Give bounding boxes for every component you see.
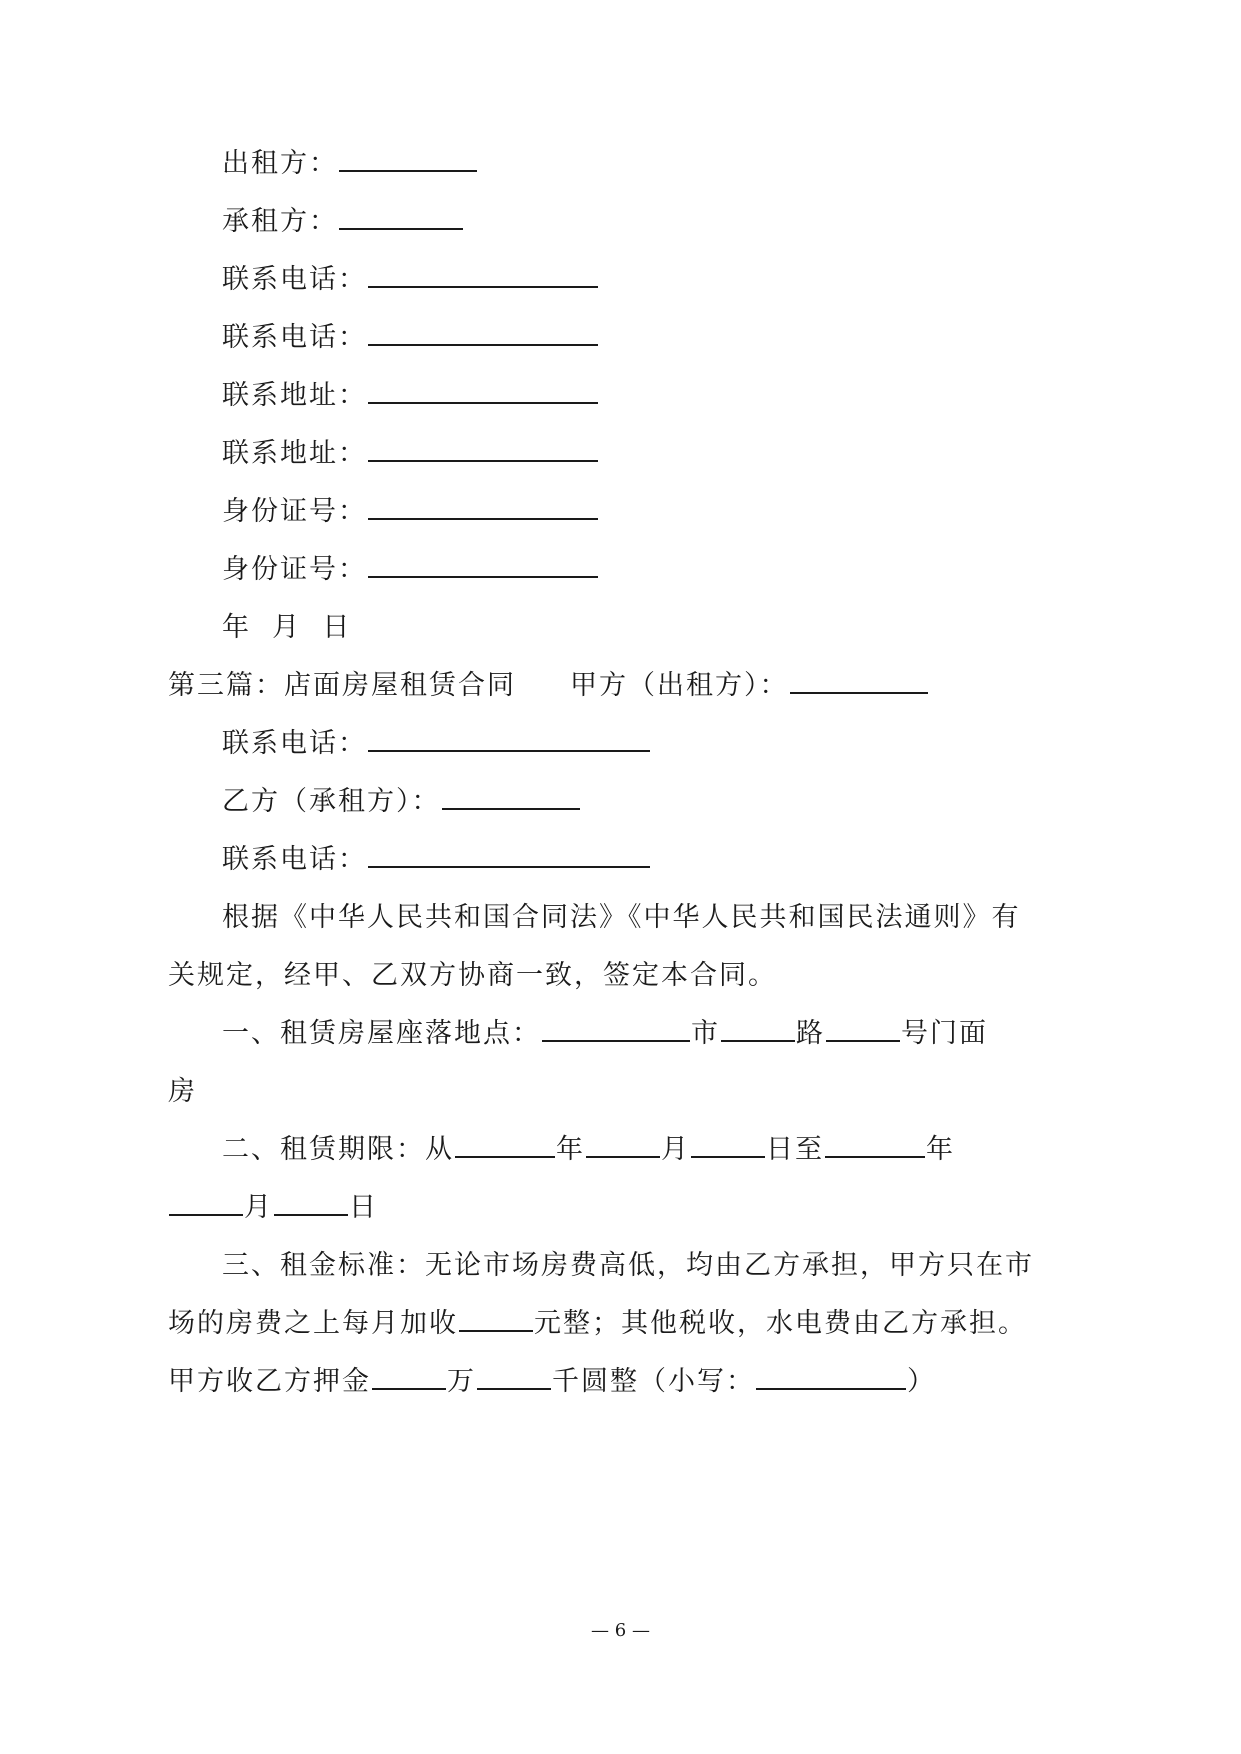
- party-a-phone-label: 联系电话：: [222, 728, 367, 759]
- contract3-heading-line: [168, 666, 929, 706]
- clause2-end-month-blank[interactable]: [169, 1190, 243, 1216]
- clause2-start-year-blank[interactable]: [455, 1132, 555, 1158]
- party-b-blank[interactable]: [442, 784, 580, 810]
- lessor-line: [222, 144, 478, 184]
- party-b-phone-label: 联系电话：: [222, 844, 367, 875]
- clause1-city: 市: [691, 1018, 720, 1049]
- id-line-2: [222, 550, 599, 590]
- party-b-phone-line: [222, 840, 651, 880]
- clause2-day2: 日: [349, 1192, 378, 1223]
- clause3-deposit-qian-blank[interactable]: [477, 1364, 551, 1390]
- clause3-line2-b: 元整；其他税收，水电费由乙方承担。: [534, 1308, 1027, 1339]
- address-blank-1[interactable]: [368, 378, 598, 404]
- clause1-road-blank[interactable]: [826, 1016, 900, 1042]
- id-blank-1[interactable]: [368, 494, 598, 520]
- intro-line-1: 根据《中华人民共和国合同法》《中华人民共和国民法通则》有: [222, 902, 1021, 933]
- lessee-line: [222, 202, 464, 242]
- clause3-surcharge-blank[interactable]: [459, 1306, 533, 1332]
- clause3-line3-c: 千圆整（小写：: [552, 1366, 755, 1397]
- date-line: 年 月 日: [222, 612, 352, 643]
- clause1-city-blank[interactable]: [721, 1016, 795, 1042]
- lessee-blank[interactable]: [339, 204, 463, 230]
- clause2-day-to: 日至: [766, 1134, 824, 1165]
- clause3-line3-d: ）: [907, 1366, 936, 1397]
- lessor-blank[interactable]: [339, 146, 477, 172]
- clause1-location-blank[interactable]: [542, 1016, 690, 1042]
- party-a-blank[interactable]: [790, 668, 928, 694]
- party-b-label: 乙方（承租方）：: [222, 786, 441, 817]
- clause2-end-day-blank[interactable]: [274, 1190, 348, 1216]
- clause1-road: 路: [796, 1018, 825, 1049]
- clause2-month2: 月: [244, 1192, 273, 1223]
- party-b-phone-blank[interactable]: [368, 842, 650, 868]
- clause2-line-2: [168, 1188, 378, 1228]
- phone-line-1: [222, 260, 599, 300]
- id-label-1: 身份证号：: [222, 496, 367, 527]
- party-a-phone-blank[interactable]: [368, 726, 650, 752]
- clause2-start-day-blank[interactable]: [691, 1132, 765, 1158]
- id-blank-2[interactable]: [368, 552, 598, 578]
- clause2-end-year-blank[interactable]: [825, 1132, 925, 1158]
- clause3-deposit-wan-blank[interactable]: [372, 1364, 446, 1390]
- address-label-2: 联系地址：: [222, 438, 367, 469]
- clause1-line: [222, 1014, 988, 1054]
- clause3-line3-a: 甲方收乙方押金: [168, 1366, 371, 1397]
- clause3-line-2: [168, 1304, 1027, 1344]
- intro-line-2: 关规定，经甲、乙双方协商一致，签定本合同。: [168, 960, 777, 991]
- page-number: — 6 —: [591, 1620, 650, 1641]
- clause1-cont: 房: [168, 1076, 197, 1107]
- clause3-line2-a: 场的房费之上每月加收: [168, 1308, 458, 1339]
- id-line-1: [222, 492, 599, 532]
- address-blank-2[interactable]: [368, 436, 598, 462]
- contract3-heading: 第三篇：店面房屋租赁合同: [168, 670, 516, 701]
- lessee-label: 承租方：: [222, 206, 338, 237]
- address-line-1: [222, 376, 599, 416]
- phone-blank-1[interactable]: [368, 262, 598, 288]
- party-b-line: [222, 782, 581, 822]
- clause2-line-1: [222, 1130, 955, 1170]
- clause2-month: 月: [661, 1134, 690, 1165]
- clause3-line3-b: 万: [447, 1366, 476, 1397]
- lessor-label: 出租方：: [222, 148, 338, 179]
- phone-blank-2[interactable]: [368, 320, 598, 346]
- address-label-1: 联系地址：: [222, 380, 367, 411]
- clause3-line-3: [168, 1362, 936, 1402]
- phone-label-1: 联系电话：: [222, 264, 367, 295]
- clause3-line-1: 三、租金标准：无论市场房费高低，均由乙方承担，甲方只在市: [222, 1250, 1034, 1281]
- party-a-label: 甲方（出租方）：: [570, 670, 789, 701]
- phone-line-2: [222, 318, 599, 358]
- clause1-number: 号门面: [901, 1018, 988, 1049]
- address-line-2: [222, 434, 599, 474]
- clause3-deposit-amount-blank[interactable]: [756, 1364, 906, 1390]
- id-label-2: 身份证号：: [222, 554, 367, 585]
- clause1-prefix: 一、租赁房屋座落地点：: [222, 1018, 541, 1049]
- phone-label-2: 联系电话：: [222, 322, 367, 353]
- clause2-prefix: 二、租赁期限：从: [222, 1134, 454, 1165]
- clause2-year2: 年: [926, 1134, 955, 1165]
- party-a-phone-line: [222, 724, 651, 764]
- clause2-start-month-blank[interactable]: [586, 1132, 660, 1158]
- clause2-year: 年: [556, 1134, 585, 1165]
